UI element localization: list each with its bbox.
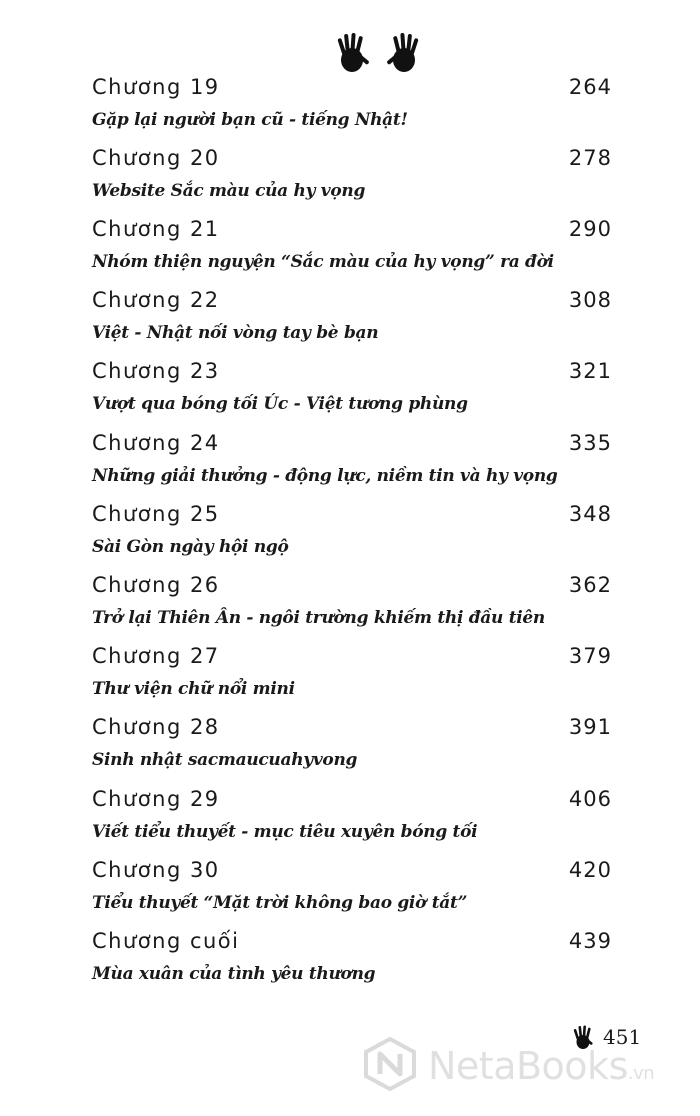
toc-entry bbox=[0, 928, 700, 1000]
chapter-label: Chương 30 bbox=[92, 858, 220, 882]
toc-entry bbox=[0, 643, 700, 715]
toc-entry bbox=[0, 857, 700, 929]
chapter-page-number: 348 bbox=[568, 502, 612, 526]
page-number: 451 bbox=[603, 1025, 642, 1049]
toc-entry bbox=[0, 145, 700, 217]
chapter-title: Website Sắc màu của hy vọng bbox=[92, 181, 366, 201]
chapter-title: Nhóm thiện nguyện “Sắc màu của hy vọng” ra đời bbox=[92, 252, 554, 272]
chapter-label: Chương cuối bbox=[92, 929, 240, 953]
chapter-page-number: 278 bbox=[568, 146, 612, 170]
chapter-title: Trở lại Thiên Ân - ngôi trường khiếm thị đầu tiên bbox=[92, 608, 545, 628]
chapter-page-number: 308 bbox=[568, 288, 612, 312]
chapter-title: Gặp lại người bạn cũ - tiếng Nhật! bbox=[92, 110, 408, 130]
toc-entry bbox=[0, 74, 700, 146]
chapter-label: Chương 23 bbox=[92, 359, 220, 383]
toc-entry bbox=[0, 216, 700, 288]
toc-entry bbox=[0, 786, 700, 858]
chapter-page-number: 321 bbox=[568, 359, 612, 383]
chapter-label: Chương 28 bbox=[92, 715, 220, 739]
chapter-page-number: 335 bbox=[568, 431, 612, 455]
chapter-title: Việt - Nhật nối vòng tay bè bạn bbox=[92, 323, 379, 343]
chapter-title: Sài Gòn ngày hội ngộ bbox=[92, 537, 289, 557]
chapter-label: Chương 26 bbox=[92, 573, 220, 597]
chapter-page-number: 290 bbox=[568, 217, 612, 241]
chapter-page-number: 406 bbox=[568, 787, 612, 811]
toc-entry bbox=[0, 501, 700, 573]
chapter-label: Chương 24 bbox=[92, 431, 220, 455]
chapter-title: Viết tiểu thuyết - mục tiêu xuyên bóng tối bbox=[92, 822, 478, 842]
watermark-suffix: .vn bbox=[627, 1063, 655, 1084]
chapter-page-number: 264 bbox=[568, 75, 612, 99]
chapter-title: Vượt qua bóng tối Úc - Việt tương phùng bbox=[92, 394, 468, 414]
chapter-label: Chương 25 bbox=[92, 502, 220, 526]
chapter-title: Những giải thưởng - động lực, niềm tin và hy vọng bbox=[92, 466, 558, 486]
chapter-title: Sinh nhật sacmaucuahyvong bbox=[92, 750, 358, 770]
watermark-text bbox=[428, 1044, 654, 1096]
chapter-title: Thư viện chữ nổi mini bbox=[92, 679, 295, 699]
watermark-brand: NetaBooks bbox=[428, 1044, 628, 1088]
toc-entry bbox=[0, 714, 700, 786]
chapter-page-number: 439 bbox=[568, 929, 612, 953]
chapter-label: Chương 19 bbox=[92, 75, 220, 99]
chapter-title: Tiểu thuyết “Mặt trời không bao giờ tắt” bbox=[92, 893, 468, 913]
chapter-label: Chương 21 bbox=[92, 217, 220, 241]
toc-entry bbox=[0, 430, 700, 502]
toc-entry bbox=[0, 358, 700, 430]
chapter-page-number: 420 bbox=[568, 858, 612, 882]
handprints-icon bbox=[330, 30, 430, 78]
chapter-label: Chương 22 bbox=[92, 288, 220, 312]
chapter-title: Mùa xuân của tình yêu thương bbox=[92, 964, 376, 984]
toc-entry bbox=[0, 287, 700, 359]
chapter-label: Chương 20 bbox=[92, 146, 220, 170]
chapter-label: Chương 27 bbox=[92, 644, 220, 668]
chapter-label: Chương 29 bbox=[92, 787, 220, 811]
chapter-page-number: 379 bbox=[568, 644, 612, 668]
chapter-page-number: 391 bbox=[568, 715, 612, 739]
toc-entry bbox=[0, 572, 700, 644]
chapter-page-number: 362 bbox=[568, 573, 612, 597]
watermark bbox=[362, 1036, 700, 1096]
netabooks-logo-icon bbox=[362, 1036, 418, 1092]
